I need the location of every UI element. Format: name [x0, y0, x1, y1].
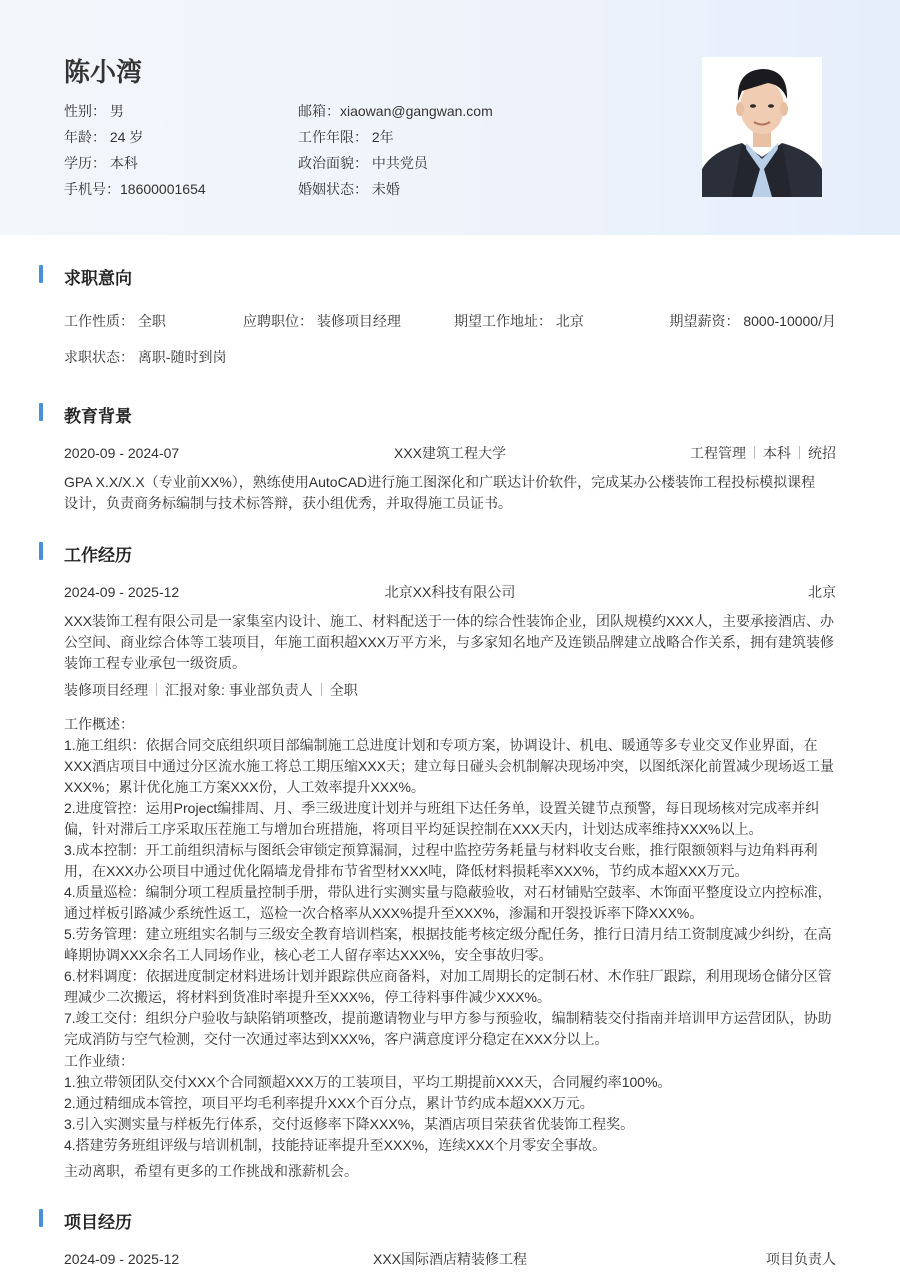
education-period: 2020-09 - 2024-07 [64, 445, 180, 461]
experience-years: 工作年限： 2年 [298, 129, 394, 145]
degree: 本科 [763, 445, 791, 461]
text-line: 公空间、商业综合体等工装项目，年施工面积超XXX万平方米，与多家知名地产及连锁品牌建立战略合作关系，拥有建筑装修 [64, 634, 835, 650]
work-role: 装修项目经理 [64, 682, 148, 698]
text-line: 工作概述： [64, 716, 134, 732]
profile-photo [702, 57, 822, 197]
separator [321, 683, 322, 696]
school-name: XXX建筑工程大学 [393, 445, 506, 461]
company-description [64, 611, 836, 674]
project-name: XXX国际酒店精装修工程 [372, 1251, 527, 1267]
text-line: 装饰工程专业承包一级资质。 [64, 655, 246, 671]
candidate-name: 陈小湾 [64, 57, 143, 87]
project-role: 项目负责人 [766, 1251, 836, 1267]
education-level: 学历： 本科 [64, 155, 138, 171]
major: 工程管理 [690, 445, 746, 461]
section-accent-bar [39, 403, 43, 421]
section-title-education: 教育背景 [64, 407, 132, 426]
job-status: 求职状态： 离职-随时到岗 [64, 349, 227, 365]
separator [799, 446, 800, 459]
section-accent-bar [39, 265, 43, 283]
phone: 手机号：18600001654 [64, 181, 206, 197]
text-line: 设计，负责商务标编制与技术标答辩，获小组优秀，并取得施工员证书。 [64, 495, 512, 511]
text-line: 2.通过精细成本管控，项目平均毛利率提升XXX个百分点，累计节约成本超XXX万元。 [64, 1095, 594, 1111]
text-line: 理减少二次搬运，将材料到货准时率提升至XXX%，停工待料事件减少XXX%。 [64, 989, 551, 1005]
email: 邮箱：xiaowan@gangwan.com [298, 103, 493, 119]
work-role-row [64, 680, 836, 700]
text-line: GPA X.X/X.X（专业前XX%），熟练使用AutoCAD进行施工图深化和广联达计价软件，完成某办公楼装饰工程投标模拟课程 [64, 474, 816, 490]
text-line: 1.施工组织：依据合同交底组织项目部编制施工总进度计划和专项方案，协调设计、机电、暖通等多专业交叉作业界面，在 [64, 737, 818, 753]
text-line: 7.竣工交付：组织分户验收与缺陷销项整改，提前邀请物业与甲方参与预验收，编制精装交付指南并培训甲方运营团队，协助 [64, 1010, 832, 1026]
study-mode: 统招 [808, 445, 836, 461]
work-period: 2024-09 - 2025-12 [64, 584, 180, 600]
work-overview [64, 714, 836, 1050]
text-line: 用，在XXX办公项目中通过优化隔墙龙骨排布节省型材XXX吨，降低材料损耗率XXX%，节约成本超XXX万元。 [64, 863, 749, 879]
text-line: 通过样板引路减少系统性返工，巡检一次合格率从XXX%提升至XXX%，渗漏和开裂投诉率下降XXX%。 [64, 905, 704, 921]
project-period: 2024-09 - 2025-12 [64, 1251, 180, 1267]
text-line: 4.搭建劳务班组评级与培训机制，技能持证率提升至XXX%，连续XXX个月零安全事故。 [64, 1137, 607, 1153]
education-tags [690, 443, 836, 463]
political-status: 政治面貌： 中共党员 [298, 155, 428, 171]
text-line: 6.材料调度：依据进度制定材料进场计划并跟踪供应商备料，对加工周期长的定制石材、木作驻厂跟踪，利用现场仓储分区管 [64, 968, 832, 984]
text-line: 5.劳务管理：建立班组实名制与三级安全教育培训档案，根据技能考核定级分配任务，推行日清月结工资制度减少纠纷，在高 [64, 926, 832, 942]
work-city: 北京 [808, 584, 836, 600]
age: 年龄： 24 岁 [64, 129, 144, 145]
education-description [64, 472, 836, 514]
expected-salary: 期望薪资： 8000-10000/月 [669, 313, 836, 329]
section-title-intention: 求职意向 [64, 269, 132, 288]
project-header-row [64, 1249, 836, 1269]
text-line: 完成消防与空气检测，交付一次通过率达到XXX%，客户满意度评分稳定在XXX分以上。 [64, 1031, 609, 1047]
intention-row [64, 311, 836, 331]
work-achievements [64, 1051, 836, 1156]
text-line: 3.成本控制：开工前组织清标与图纸会审锁定预算漏洞，过程中监控劳务耗量与材料收支台账，推行限额领料与边角料再利 [64, 842, 818, 858]
work-header-row [64, 582, 836, 602]
text-line: 3.引入实测实量与样板先行体系，交付返修率下降XXX%，某酒店项目荣获省优装饰工程奖。 [64, 1116, 635, 1132]
section-title-work: 工作经历 [64, 546, 132, 565]
section-accent-bar [39, 1209, 43, 1227]
work-job-type: 全职 [329, 682, 358, 698]
text-line: 2.进度管控：运用Project编排周、月、季三级进度计划并与班组下达任务单，设置关键节点预警，每日现场核对完成率并纠 [64, 800, 820, 816]
expected-location: 期望工作地址： 北京 [454, 313, 584, 329]
company-name: 北京XX科技有限公司 [384, 584, 516, 600]
separator [156, 683, 157, 696]
marital-status: 婚姻状态： 未婚 [298, 181, 400, 197]
portrait-icon [702, 57, 822, 197]
text-line: 1.独立带领团队交付XXX个合同额超XXX万的工装项目，平均工期提前XXX天，合同履约率100%。 [64, 1074, 672, 1090]
section-title-project: 项目经历 [64, 1213, 132, 1232]
separator [754, 446, 755, 459]
gender: 性别： 男 [64, 103, 124, 119]
section-accent-bar [39, 542, 43, 560]
text-line: 偏，针对滞后工序采取压茬施工与增加台班措施，将项目平均延误控制在XXX天内，计划达成率维持XXX%以上。 [64, 821, 763, 837]
text-line: 4.质量巡检：编制分项工程质量控制手册，带队进行实测实量与隐蔽验收，对石材铺贴空鼓率、木饰面平整度设立内控标准， [64, 884, 832, 900]
text-line: XXX%；累计优化施工方案XXX份，人工效率提升XXX%。 [64, 779, 425, 795]
report-to: 汇报对象: 事业部负责人 [165, 682, 313, 698]
applied-position: 应聘职位： 装修项目经理 [243, 313, 401, 329]
leave-reason: 主动离职，希望有更多的工作挑战和涨薪机会。 [64, 1163, 358, 1179]
text-line: 工作业绩： [64, 1053, 134, 1069]
job-type: 工作性质： 全职 [64, 313, 166, 329]
text-line: 峰期协调XXX余名工人同场作业，核心老工人留存率达XXX%，安全事故归零。 [64, 947, 553, 963]
education-header-row [64, 443, 836, 463]
text-line: XXX装饰工程有限公司是一家集室内设计、施工、材料配送于一体的综合性装饰企业，团队规模约XXX人，主要承接酒店、办 [64, 613, 835, 629]
text-line: XXX酒店项目中通过分区流水施工将总工期压缩XXX天；建立每日碰头会机制解决现场冲突，以图纸深化前置减少现场返工量 [64, 758, 835, 774]
